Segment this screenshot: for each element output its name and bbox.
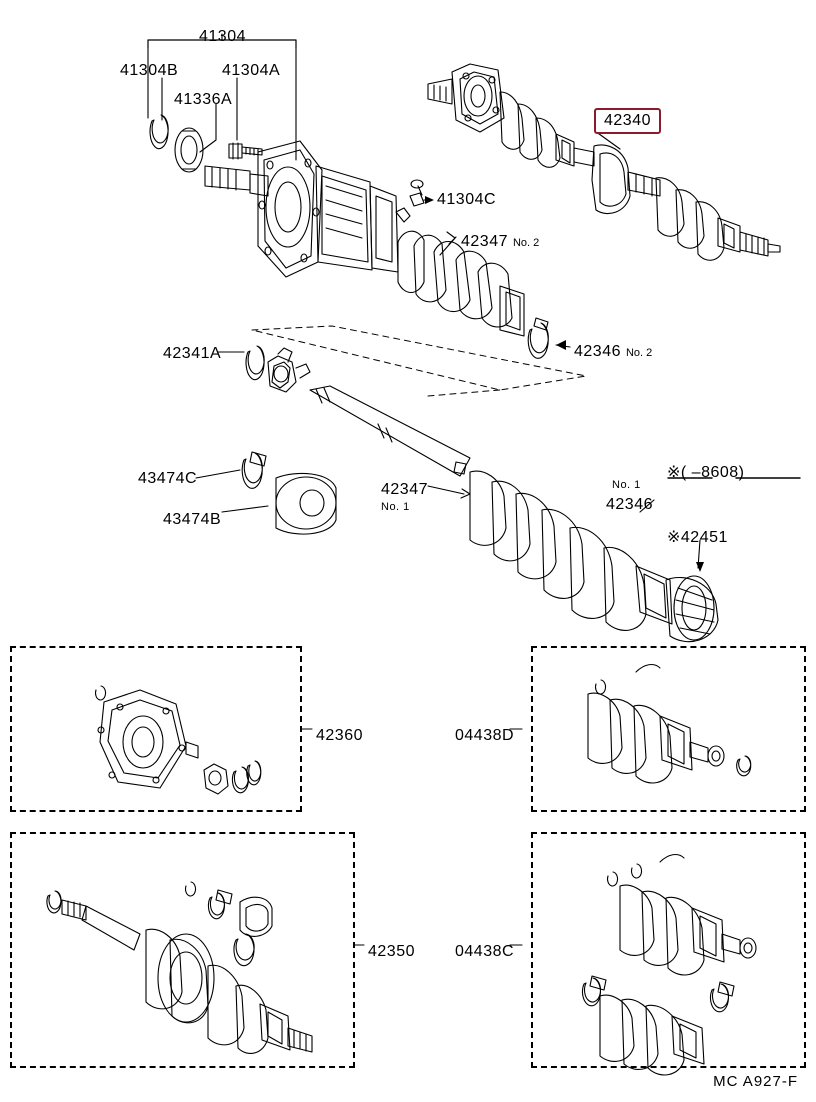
kit-label-04438d: 04438D [455, 727, 515, 744]
kit-box-42350 [10, 832, 355, 1068]
highlighted-part-42340[interactable]: 42340 [594, 108, 661, 134]
part-label-41304: 41304 [199, 28, 246, 45]
kit-box-04438c [531, 832, 806, 1068]
part-label-42346-no2 [574, 343, 652, 361]
part-label-41304c: 41304C [437, 191, 497, 208]
part-label-42451: ※42451 [667, 529, 728, 546]
kit-box-04438d [531, 646, 806, 812]
part-label-42341a: 42341A [163, 345, 222, 362]
part-number: 42346 [574, 343, 621, 360]
part-label-43474b: 43474B [163, 511, 222, 528]
part-label-42346-no1: 42346 [606, 496, 653, 513]
diagram-footer-code: MC A927-F [713, 1073, 798, 1090]
part-label-42347-no1: 42347 [381, 481, 428, 498]
part-label-43474c: 43474C [138, 470, 198, 487]
part-suffix: No. 2 [625, 347, 653, 359]
kit-label-04438c: 04438C [455, 943, 515, 960]
part-number: 42347 [461, 233, 508, 250]
part-suffix: No. 2 [512, 237, 540, 249]
kit-label-42360: 42360 [316, 727, 363, 744]
kit-label-42350: 42350 [368, 943, 415, 960]
date-range-note: ※( –8608) [667, 464, 745, 481]
part-label-42346-no1-suffix: No. 1 [612, 479, 641, 491]
part-label-41304b: 41304B [120, 62, 179, 79]
part-label-42347-no1-suffix: No. 1 [381, 501, 410, 513]
part-label-42347-no2 [461, 233, 539, 251]
kit-box-42360 [10, 646, 302, 812]
part-label-41304a: 41304A [222, 62, 281, 79]
part-label-41336a: 41336A [174, 91, 233, 108]
